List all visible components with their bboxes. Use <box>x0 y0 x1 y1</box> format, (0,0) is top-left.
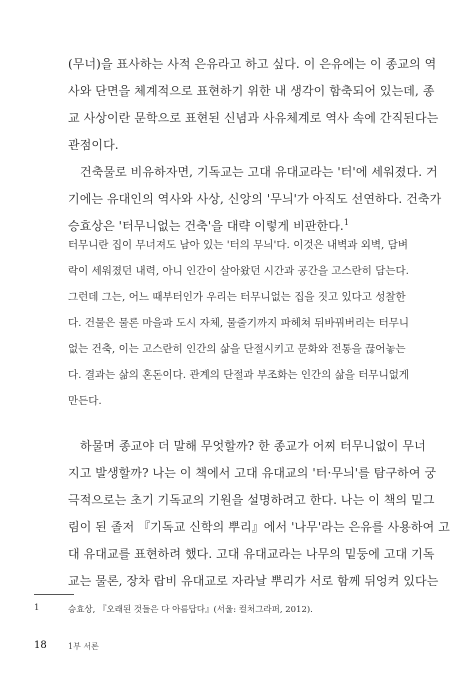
footnote-text: 승효상, 『오래된 것들은 다 아름답다』(서울: 컬처그라퍼, 2012). <box>68 605 313 615</box>
para3-line <box>68 545 435 563</box>
footnote-reference: 1 <box>343 218 350 227</box>
para1-line <box>68 136 408 154</box>
line-text: 림이 된 졸저 『기독교 신학의 뿌리』에서 '나무'라는 은유를 사용하여 고 <box>68 520 450 534</box>
para2-line <box>68 190 442 208</box>
running-head: 1부 서론 <box>68 642 99 651</box>
para3-line <box>68 491 435 509</box>
para3-line <box>68 464 437 482</box>
para2-line <box>80 163 438 181</box>
page-number: 18 <box>34 640 47 651</box>
line-text: 터무니란 집이 무너져도 남아 있는 '터의 무늬'다. 이것은 내벽과 외벽, 담벼 <box>68 239 408 251</box>
line-text: 그런데 그는, 어느 때부터인가 우리는 터무니없는 집을 짓고 있다고 성찰한 <box>68 291 406 303</box>
line-text: 건축물로 비유하자면, 기독교는 고대 유대교라는 '터'에 세워졌다. 거 <box>80 165 438 179</box>
line-text: 없는 건축, 이는 고스란히 인간의 삶을 단절시키고 문화와 전통을 끊어놓는 <box>68 343 406 355</box>
para3-line <box>68 572 439 590</box>
para2-line <box>68 217 408 235</box>
line-text: 만든다. <box>68 395 102 407</box>
para1-line <box>68 82 435 100</box>
line-text: 사와 단면을 체계적으로 표현하기 위한 내 생각이 함축되어 있는데, 종 <box>68 84 435 98</box>
para1-line <box>68 109 439 127</box>
line-text: (무너)을 표사하는 사적 은유라고 하고 싶다. 이 은유에는 이 종교의 역 <box>68 57 437 71</box>
line-text: 하물며 종교야 더 말해 무엇할까? 한 종교가 어찌 터무니없이 무너 <box>80 439 426 453</box>
quote-line <box>68 393 368 409</box>
quote-line <box>68 263 410 279</box>
line-text: 기에는 유대인의 역사와 사상, 신앙의 '무늬'가 아직도 선연하다. 건축가 <box>68 192 442 206</box>
para3-line <box>68 518 450 536</box>
line-text: 교는 물론, 장차 랍비 유대교로 자라날 뿌리가 서로 함께 뒤엉켜 있다는 <box>68 574 439 588</box>
line-text: 다. 결과는 삶의 혼돈이다. 관계의 단절과 부조화는 인간의 삶을 터무니없게 <box>68 369 410 381</box>
para3-line <box>80 437 426 455</box>
quote-line <box>68 315 410 331</box>
quote-line <box>68 341 406 357</box>
line-text: 다. 건물은 물론 마을과 도시 자체, 물줄기까지 파헤쳐 뒤바꿔버리는 터무니 <box>68 317 410 329</box>
footnote-number: 1 <box>34 603 40 613</box>
line-text: 대 유대교를 표현하려 했다. 고대 유대교라는 나무의 밑둥에 고대 기독 <box>68 547 435 561</box>
line-text: 교 사상이란 문학으로 표현된 신념과 사유체계로 역사 속에 간직된다는 <box>68 111 439 125</box>
line-text: 관점이다. <box>68 138 119 152</box>
line-text: 지고 발생할까? 나는 이 책에서 고대 유대교의 '터·무늬'를 탐구하여 궁 <box>68 466 437 480</box>
para1-line <box>68 55 437 73</box>
line-text: 극적으로는 초기 기독교의 기원을 설명하려고 한다. 나는 이 책의 밑그 <box>68 493 435 507</box>
quote-line <box>68 237 408 253</box>
footnote-separator <box>34 594 74 595</box>
line-text: 승효상은 '터무니없는 건축'을 대략 이렇게 비판한다. <box>68 219 344 233</box>
line-text: 락이 세워졌던 내력, 아니 인간이 살아왔던 시간과 공간을 고스란히 담는다. <box>68 265 410 277</box>
quote-line <box>68 289 406 305</box>
quote-line <box>68 367 410 383</box>
